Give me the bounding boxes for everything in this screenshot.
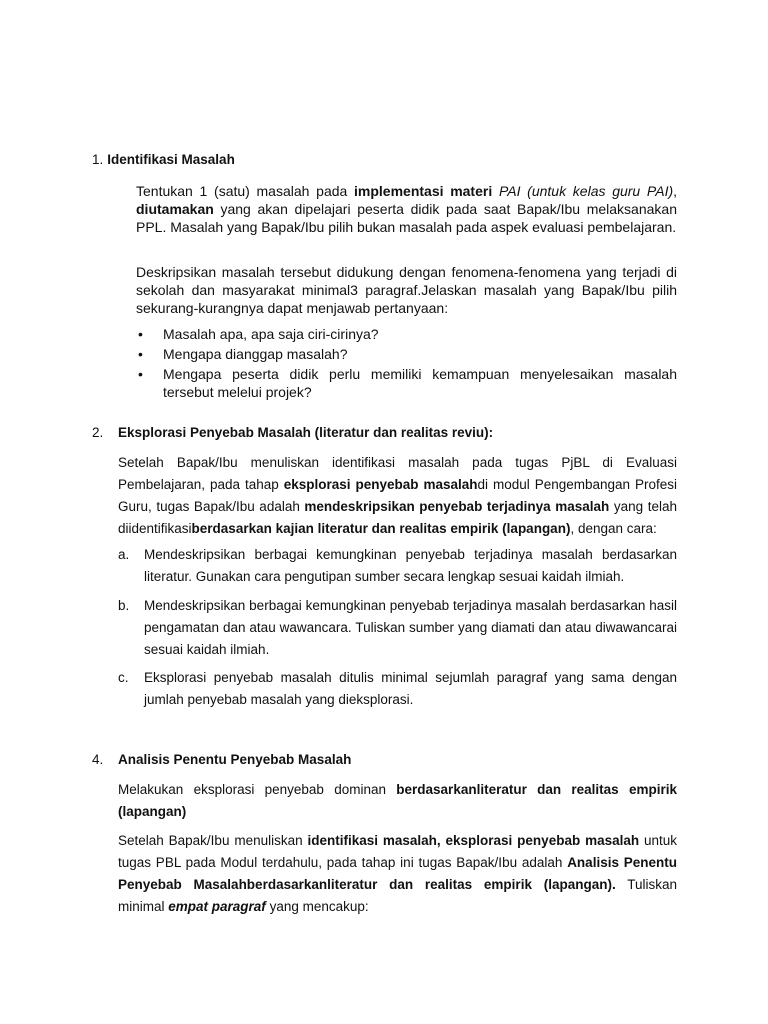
bullet-text: Mengapa peserta didik perlu memiliki kemampuan menyelesaikan masalah tersebut melelui projek? [163,366,677,400]
section-4-paragraph-2 [118,830,677,918]
list-marker: a. [118,547,130,562]
text-run: , dengan cara: [570,521,657,536]
text-run: yang mencakup: [265,899,369,914]
text-run: Tuliskan minimal [118,877,678,914]
section-1-number: 1. [92,152,104,167]
bold-italic-run: empat paragraf [168,899,266,914]
text-run: , [673,183,678,199]
bullet-icon: • [138,326,143,342]
section-1-heading [92,152,235,167]
text-run: untuk tugas PBL pada Modul terdahulu, pada tahap ini tugas Bapak/Ibu adalah [118,833,678,870]
bold-run: diutamakan [136,201,214,217]
section-1-paragraph-1 [136,182,677,236]
list-item-text: Mendeskripsikan berbagai kemungkinan penyebab terjadinya masalah berdasarkan hasil pengamatan dan atau wawancara. Tuliskan sumber yang diamati dan atau diwawancarai sesuai kaidah ilmiah. [144,598,677,657]
bullet-item [136,345,677,363]
list-marker: b. [118,598,130,613]
bold-run: implementasi materi [354,183,493,199]
bold-run: eksplorasi penyebab masalah [283,477,478,492]
text-run: Setelah Bapak/Ibu menuliskan identifikasi masalah pada tugas PjBL di Evaluasi Pembelajaran, pada tahap [118,455,677,492]
text-run: Tentukan 1 (satu) masalah pada [136,183,355,199]
section-1-bullet-list [136,325,677,403]
bullet-icon: • [138,346,143,362]
list-marker: c. [118,670,129,685]
list-item-text: Mendeskripsikan berbagai kemungkinan penyebab terjadinya masalah berdasarkan literatur. Gunakan cara pengutipan sumber secara lengkap sesuai kaidah ilmiah. [144,547,677,584]
list-item-text: Eksplorasi penyebab masalah ditulis minimal sejumlah paragraf yang sama dengan jumlah penyebab masalah yang dieksplorasi. [144,670,677,707]
section-2-heading [92,425,493,440]
bold-run: Analisis Penentu Penyebab Masalahberdasarkanliteratur dan realitas empirik (lapangan). [118,855,677,892]
bold-run: identifikasi masalah, eksplorasi penyebab masalah [307,833,640,848]
section-4-title: Analisis Penentu Penyebab Masalah [118,752,352,767]
italic-run: PAI (untuk kelas guru PAI) [492,183,674,199]
section-4-heading [92,752,351,767]
section-2-item-c [118,667,677,711]
section-2-intro [118,452,677,540]
text-run: Setelah Bapak/Ibu menuliskan [118,833,308,848]
text-run: Melakukan eksplorasi penyebab dominan [118,782,397,797]
text-run: yang akan dipelajari peserta didik pada saat Bapak/Ibu melaksanakan PPL. Masalah yang Bapak/Ibu pilih bukan masalah pada aspek evaluasi pembelajaran. [136,201,677,235]
text-run: yang telah diidentifikasi [118,499,677,536]
bold-run: mendeskripsikan penyebab terjadinya masalah [304,499,610,514]
bullet-text: Masalah apa, apa saja ciri-cirinya? [163,326,379,342]
text-run: di modul Pengembangan Profesi Guru, tugas Bapak/Ibu adalah [118,477,677,514]
bullet-item [136,325,677,343]
bold-run: berdasarkanliteratur dan realitas empirik (lapangan) [118,782,677,819]
section-4-number: 4. [92,752,104,767]
section-2-number: 2. [92,425,104,440]
section-4-paragraph-1 [118,779,677,823]
section-1-paragraph-2: Deskripsikan masalah tersebut didukung dengan fenomena-fenomena yang terjadi di sekolah dan masyarakat minimal3 paragraf.Jelaskan masalah yang Bapak/Ibu pilih sekurang-kurangnya dapat menjawab pertanyaan: [136,264,677,316]
section-2-item-b [118,595,677,661]
bullet-text: Mengapa dianggap masalah? [163,346,348,362]
bullet-item [136,365,677,401]
bold-run: berdasarkan kajian literatur dan realitas empirik (lapangan) [191,521,571,536]
section-1-title: Identifikasi Masalah [107,152,235,167]
section-2-title: Eksplorasi Penyebab Masalah (literatur dan realitas reviu): [118,425,494,440]
bullet-icon: • [138,366,143,382]
section-2-item-a [118,544,677,588]
